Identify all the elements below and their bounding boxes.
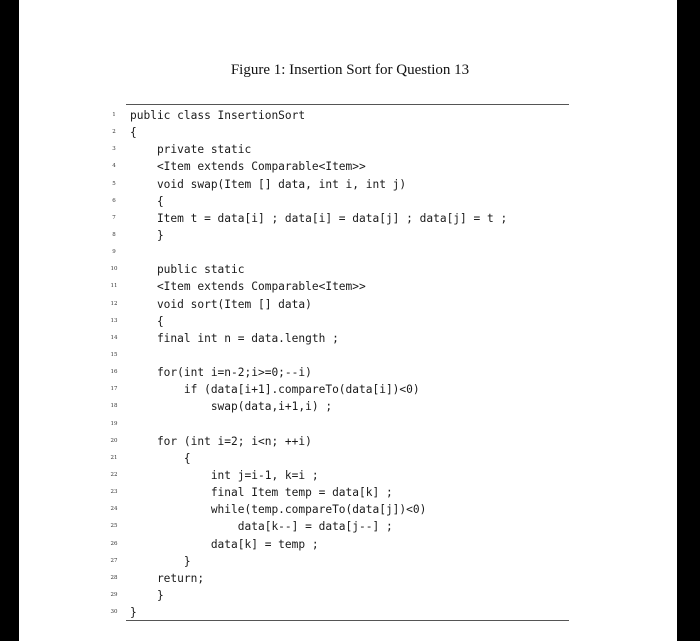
code-text: private static [130, 143, 252, 157]
code-text: public static [130, 263, 245, 277]
code-text: } [130, 606, 137, 620]
line-number: 20 [110, 437, 118, 444]
code-text: { [130, 451, 191, 465]
code-text: swap(data,i+1,i) ; [130, 400, 333, 414]
code-text: Item t = data[i] ; data[i] = data[j] ; data[j] = t ; [130, 211, 508, 225]
code-text: public class InsertionSort [130, 109, 306, 122]
line-number: 7 [112, 214, 116, 221]
line-number: 29 [110, 591, 118, 598]
line-number: 25 [110, 523, 118, 530]
code-text: { [130, 126, 137, 140]
code-text: for (int i=2; i<n; ++i) [130, 434, 312, 448]
line-number: 11 [110, 283, 118, 290]
line-number: 16 [110, 369, 118, 376]
figure-caption: Figure 1: Insertion Sort for Question 13 [230, 62, 470, 78]
code-text: while(temp.compareTo(data[j])<0) [130, 503, 427, 517]
code-text: for(int i=n-2;i>=0;--i) [130, 366, 312, 380]
code-text: void swap(Item [] data, int i, int j) [130, 177, 407, 191]
code-text: if (data[i+1].compareTo(data[i])<0) [130, 383, 420, 397]
line-number: 5 [112, 180, 116, 187]
code-text: } [130, 228, 164, 242]
line-number: 1 [112, 112, 116, 118]
line-number: 4 [112, 163, 116, 170]
line-number: 9 [112, 249, 116, 256]
line-number: 15 [110, 351, 118, 358]
line-number: 21 [110, 454, 118, 461]
code-text: void sort(Item [] data) [130, 297, 312, 311]
line-number: 19 [110, 420, 118, 427]
line-number: 23 [110, 489, 118, 496]
code-text: } [130, 588, 164, 602]
code-text: data[k] = temp ; [130, 537, 319, 551]
code-text: final Item temp = data[k] ; [130, 486, 393, 500]
line-number: 14 [110, 334, 118, 341]
line-number: 22 [110, 471, 118, 478]
line-number: 30 [110, 609, 118, 616]
code-text: <Item extends Comparable<Item>> [130, 160, 366, 174]
line-number: 6 [112, 197, 116, 204]
top-rule [126, 104, 569, 105]
line-number: 8 [112, 231, 116, 238]
line-number: 28 [110, 574, 118, 581]
code-text: <Item extends Comparable<Item>> [130, 280, 366, 294]
line-number: 12 [110, 300, 118, 307]
line-number: 10 [110, 266, 118, 273]
line-number: 17 [110, 386, 118, 393]
code-text: { [130, 194, 164, 208]
line-number: 3 [112, 146, 116, 153]
code-text: final int n = data.length ; [130, 331, 339, 345]
line-number: 2 [112, 129, 116, 136]
code-text: { [130, 314, 164, 328]
code-text: } [130, 554, 191, 568]
line-number: 18 [110, 403, 118, 410]
line-number: 24 [110, 506, 118, 513]
code-text: data[k--] = data[j--] ; [130, 520, 393, 534]
bottom-rule [126, 620, 569, 621]
line-number: 26 [110, 540, 118, 547]
line-number: 27 [110, 557, 118, 564]
code-text: return; [130, 571, 205, 585]
code-text: int j=i-1, k=i ; [130, 468, 319, 482]
line-number: 13 [110, 317, 118, 324]
